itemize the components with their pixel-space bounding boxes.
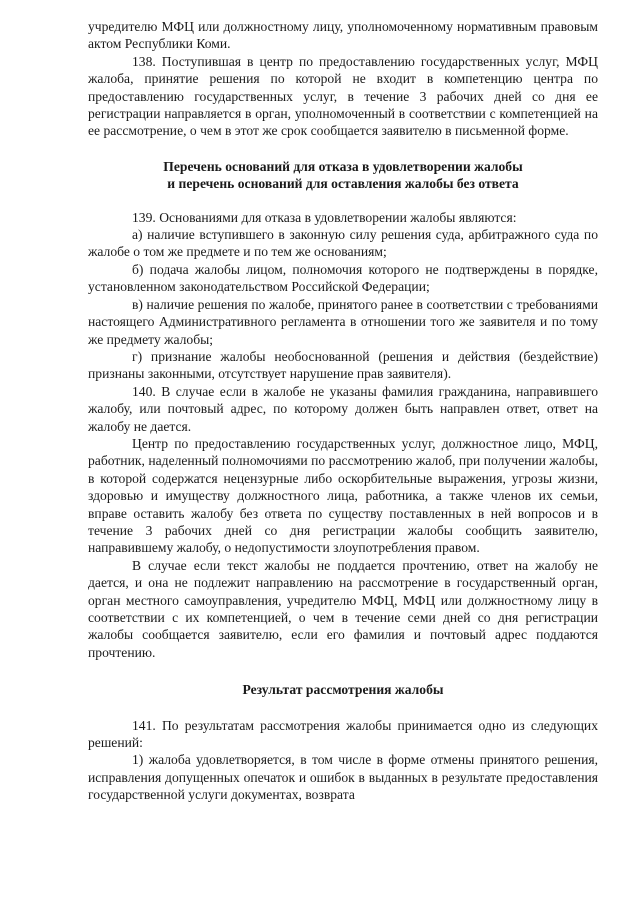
list-item-1: 1) жалоба удовлетворяется, в том числе в форме отмены принятого решения, исправления допущенных опечаток и ошибок в выданных в результате предоставления государственной услуги документах, возврата [88, 752, 598, 803]
list-item-b: б) подача жалобы лицом, полномочия которого не подтверждены в порядке, установленном законодательством Российской Федерации; [88, 261, 598, 295]
list-item-v: в) наличие решения по жалобе, принятого ранее в соответствии с требованиями настоящего Административного регламента в отношении того же заявителя и по тому же предмету жалобы; [88, 296, 598, 347]
paragraph-140-c: В случае если текст жалобы не поддается прочтению, ответ на жалобу не дается, и она не подлежит направлению на рассмотрение в государственный орган, орган местного самоуправления, учредителю МФЦ, МФЦ или должностному лицу в соответствии с их компетенцией, о чем в течение семи дней со дня регистрации жалобы сообщается заявителю, если его фамилия и почтовый адрес поддаются прочтению. [88, 557, 598, 660]
section-heading-refusal-grounds [88, 158, 598, 193]
section-heading-complaint-result: Результат рассмотрения жалобы [242, 682, 444, 698]
heading-line-2: и перечень оснований для оставления жалобы без ответа [167, 176, 519, 192]
document-body [88, 18, 598, 804]
paragraph-140-b: Центр по предоставлению государственных услуг, должностное лицо, МФЦ, работник, наделенный полномочиями по рассмотрению жалоб, при получении жалобы, в которой содержатся нецензурные либо оскорбительные выражения, угрозы жизни, здоровью и имуществу должностного лица, работника, а также членов их семьи, вправе оставить жалобу без ответа по существу поставленных в ней вопросов и в течение 3 рабочих дней со дня регистрации жалобы сообщить заявителю, направившему жалобу, о недопустимости злоупотребления правом. [88, 435, 598, 556]
paragraph-137-tail: учредителю МФЦ или должностному лицу, уполномоченному нормативным правовым актом Республики Коми. [88, 19, 598, 52]
heading-line-1: Перечень оснований для отказа в удовлетворении жалобы [163, 158, 523, 174]
paragraph-139: 139. Основаниями для отказа в удовлетворении жалобы являются: [132, 209, 517, 225]
list-item-g: г) признание жалобы необоснованной (решения и действия (бездействие) признаны законными, отсутствует нарушение прав заявителя). [88, 348, 598, 382]
list-item-a: а) наличие вступившего в законную силу решения суда, арбитражного суда по жалобе о том же предмете и по тем же основаниям; [88, 227, 598, 260]
paragraph-140: 140. В случае если в жалобе не указаны фамилия гражданина, направившего жалобу, или почтовый адрес, по которому должен быть направлен ответ, ответ на жалобу не дается. [88, 383, 598, 434]
paragraph-141: 141. По результатам рассмотрения жалобы принимается одно из следующих решений: [88, 717, 598, 751]
paragraph-138: 138. Поступившая в центр по предоставлению государственных услуг, МФЦ жалоба, принятие решения по которой не входит в компетенцию центра по предоставлению государственных услуг, в течение 3 рабочих дней со дня ее регистрации направляется в орган, уполномоченный в соответствии с компетенцией на ее рассмотрение, о чем в этот же срок сообщается заявителю в письменной форме. [88, 53, 598, 139]
